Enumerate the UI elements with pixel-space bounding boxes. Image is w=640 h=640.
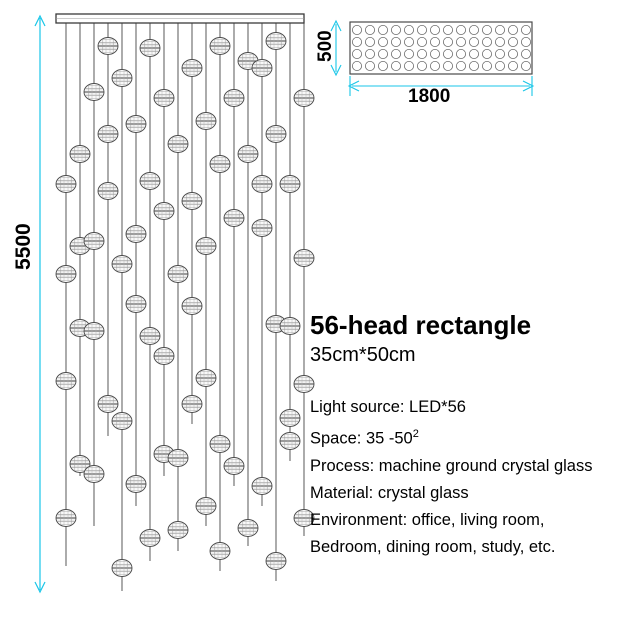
spec-line-light-source [310, 394, 632, 421]
plan-depth-label: 500 [315, 30, 336, 62]
plan-width-label: 1800 [408, 86, 451, 107]
product-subtitle: 35cm*50cm [310, 344, 416, 366]
height-dimension-line [20, 8, 60, 600]
ceiling-canopy [56, 14, 304, 23]
crystal-balls [56, 33, 314, 577]
specification-panel [310, 310, 632, 561]
spec-line-material [310, 480, 632, 507]
product-title: 56-head rectangle [310, 310, 532, 340]
spec-line-process [310, 453, 632, 480]
spec-line-environment [310, 507, 632, 534]
spec-environment-cont-text: Bedroom, dining room, study, etc. [310, 537, 556, 556]
spec-space-text: Space: 35 -50 [310, 429, 413, 448]
spec-line-environment-cont [310, 534, 632, 561]
spec-material-text: Material: crystal glass [310, 483, 469, 502]
spec-light-source-text: Light source: LED*56 [310, 398, 466, 416]
spec-line-space [310, 421, 632, 453]
chandelier-elevation-drawing [18, 6, 318, 606]
spec-environment-text: Environment: office, living room, [310, 510, 545, 529]
height-dimension-label: 5500 [12, 223, 35, 270]
spec-process-text: Process: machine ground crystal glass [310, 456, 593, 475]
spec-space-superscript: 2 [412, 428, 419, 440]
